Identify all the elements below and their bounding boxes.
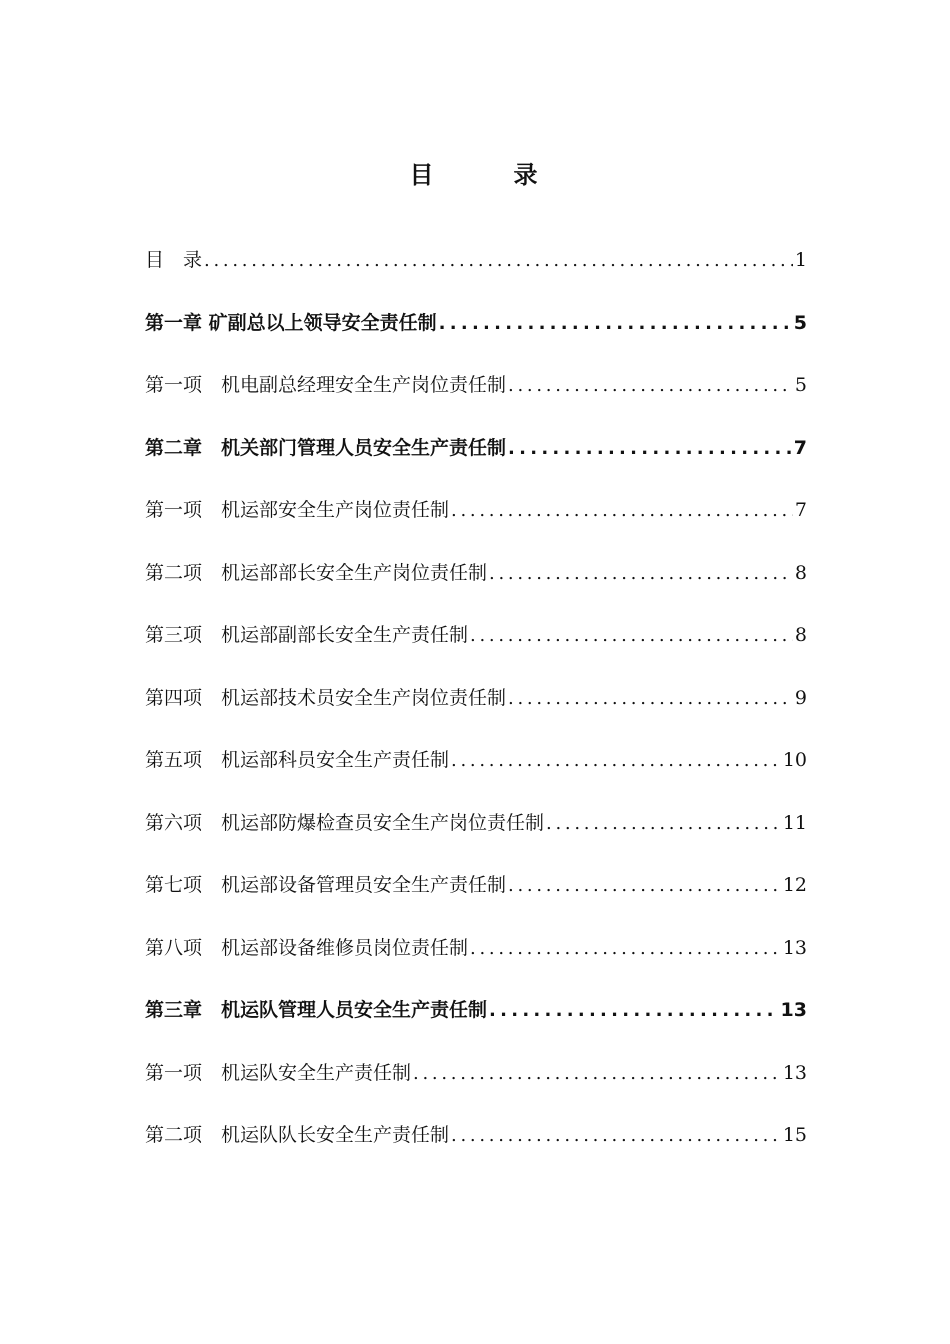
toc-page-number: 13 <box>782 1061 807 1084</box>
toc-entry-label: 第八项 机运部设备维修员岗位责任制 <box>145 936 469 959</box>
toc-dot-leader <box>508 365 793 406</box>
toc-page-number: 13 <box>780 999 807 1021</box>
toc-page-number: 1 <box>794 249 807 271</box>
toc-page-number: 5 <box>794 374 807 396</box>
toc-entry-label: 第七项 机运部设备管理员安全生产责任制 <box>145 874 507 896</box>
toc-entry-label: 第三章 机运队管理人员安全生产责任制 <box>145 999 488 1021</box>
toc-entry-label: 第二章 机关部门管理人员安全生产责任制 <box>145 436 507 459</box>
toc-page-number: 15 <box>782 1124 807 1146</box>
toc-page-number: 5 <box>793 311 807 334</box>
toc-entry-label: 第一项 机运部安全生产岗位责任制 <box>145 499 450 521</box>
toc-dot-leader <box>489 553 793 594</box>
toc-dot-leader <box>451 490 793 531</box>
toc-entry[interactable] <box>145 928 807 991</box>
toc-entry-label: 第二项 机运部部长安全生产岗位责任制 <box>145 561 488 584</box>
toc-dot-leader <box>451 1115 781 1156</box>
toc-dot-leader <box>204 240 793 281</box>
toc-chapter-entry[interactable] <box>145 303 807 366</box>
toc-dot-leader <box>451 740 781 781</box>
toc-page-number: 7 <box>793 436 807 459</box>
toc-entry[interactable] <box>145 803 807 866</box>
toc-page-number: 10 <box>782 749 807 771</box>
toc-chapter-entry[interactable] <box>145 428 807 491</box>
toc-dot-leader <box>546 803 781 844</box>
toc-dot-leader <box>470 615 793 656</box>
toc-entry-label: 第三项 机运部副部长安全生产责任制 <box>145 624 469 646</box>
toc-entry-label: 第二项 机运队队长安全生产责任制 <box>145 1124 450 1146</box>
toc-entry[interactable] <box>145 490 807 553</box>
page-title: 目 录 <box>409 161 566 189</box>
toc-page-number: 11 <box>782 811 807 834</box>
toc-entry[interactable] <box>145 1115 807 1178</box>
toc-entry[interactable] <box>145 865 807 928</box>
toc-dot-leader <box>508 428 792 469</box>
toc-entry-label: 第六项 机运部防爆检查员安全生产岗位责任制 <box>145 811 545 834</box>
toc-page-number: 8 <box>794 561 807 584</box>
toc-dot-leader <box>508 678 793 719</box>
toc-dot-leader <box>470 928 781 969</box>
toc-entry[interactable] <box>145 553 807 616</box>
toc-page-number: 13 <box>782 936 807 959</box>
toc-dot-leader <box>413 1053 781 1094</box>
toc-entry-label: 第一项 机电副总经理安全生产岗位责任制 <box>145 374 507 396</box>
toc-entry-label: 第四项 机运部技术员安全生产岗位责任制 <box>145 686 507 709</box>
toc-entry[interactable] <box>145 678 807 741</box>
toc-dot-leader <box>439 303 792 344</box>
toc-chapter-entry[interactable] <box>145 990 807 1053</box>
toc-entry[interactable] <box>145 1053 807 1116</box>
toc-entry-label: 第一章 矿副总以上领导安全责任制 <box>145 311 437 334</box>
toc-page-number: 12 <box>782 874 807 896</box>
table-of-contents <box>145 240 807 1178</box>
toc-entry-label: 目 录 <box>145 249 203 271</box>
toc-entry[interactable] <box>145 240 807 303</box>
toc-entry[interactable] <box>145 365 807 428</box>
toc-entry-label: 第五项 机运部科员安全生产责任制 <box>145 749 450 771</box>
toc-dot-leader <box>489 990 779 1031</box>
toc-entry[interactable] <box>145 615 807 678</box>
toc-page-number: 9 <box>794 686 807 709</box>
toc-entry-label: 第一项 机运队安全生产责任制 <box>145 1061 412 1084</box>
toc-page-number: 7 <box>794 499 807 521</box>
toc-entry[interactable] <box>145 740 807 803</box>
toc-page-number: 8 <box>794 624 807 646</box>
toc-dot-leader <box>508 865 781 906</box>
